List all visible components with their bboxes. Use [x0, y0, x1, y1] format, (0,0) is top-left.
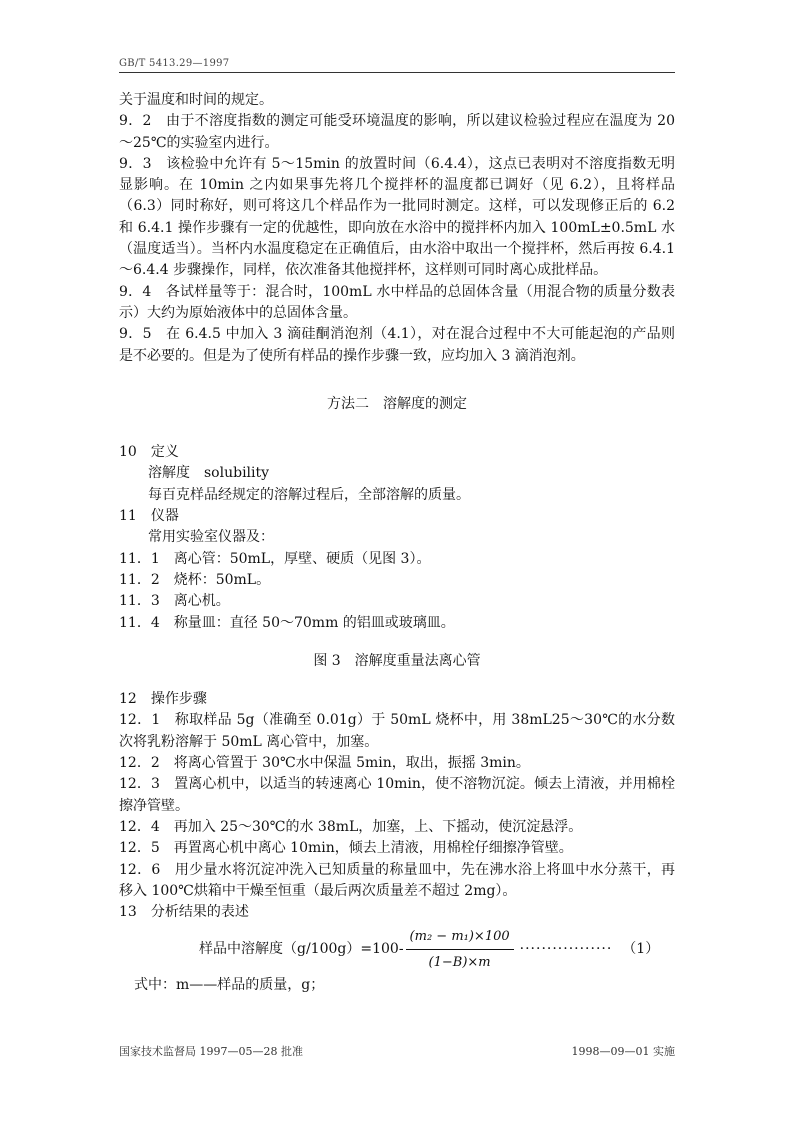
- formula-label: 样品中溶解度（g/100g）=100-: [199, 940, 404, 957]
- formula-fraction: [406, 926, 514, 974]
- paragraph-9-3: 9．3 该检验中允许有 5～15min 的放置时间（6.4.4），这点已表明对不溶度指数无明显影响。在 10min 之内如果事先将几个搅拌杯的温度都已调好（见 6.2），且将样品（6.3）同时称好，则可将这几个样品作为一批同时测定。这样，可以发现修正后的 6.2 和 6.4.1 操作步骤有一定的优越性，即向放在水浴中的搅拌杯内加入 100mL±0.5mL 水（温度适当）。当杯内水温度稳定在正确值后，由水浴中取出一个搅拌杯，然后再按 6.4.1～6.4.4 步骤操作，同样，依次准备其他搅拌杯，这样则可同时离心成批样品。: [119, 155, 675, 279]
- equation-number: （1）: [622, 940, 660, 957]
- paragraph-9-4: 9．4 各试样量等于：混合时，100mL 水中样品的总固体含量（用混合物的质量分数表示）大约为原始液体中的总固体含量。: [119, 283, 675, 321]
- document-body: [119, 90, 675, 997]
- apparatus-item: 11．3 离心机。: [119, 593, 230, 610]
- paragraph-9-5: 9．5 在 6.4.5 中加入 3 滴硅酮消泡剂（4.1），对在混合过程中不大可能起泡的产品则是不必要的。但是为了使所有样品的操作步骤一致，应均加入 3 滴消泡剂。: [119, 326, 675, 364]
- procedure-step: 12．2 将离心管置于 30℃水中保温 5min，取出，振摇 3min。: [119, 755, 530, 772]
- solubility-formula: [199, 925, 675, 973]
- header-rule: [119, 72, 675, 73]
- procedure-step: 12．6 用少量水将沉淀冲洗入已知质量的称量皿中，先在沸水浴上将皿中水分蒸干，再移入 100℃烘箱中干燥至恒重（最后两次质量差不超过 2mg）。: [119, 861, 675, 899]
- procedure-step: 12．5 再置离心机中离心 10min，倾去上清液，用棉栓仔细擦净管壁。: [119, 840, 573, 857]
- paragraph-9-2: 9．2 由于不溶度指数的测定可能受环境温度的影响，所以建议检验过程应在温度为 20～25℃的实验室内进行。: [119, 113, 675, 151]
- procedure-step: 12．4 再加入 25～30℃的水 38mL，加塞，上、下摇动，使沉淀悬浮。: [119, 818, 583, 835]
- apparatus-item: 11．2 烧杯：50mL。: [119, 571, 271, 588]
- formula-numerator: (m₂ − m₁)×100: [406, 926, 514, 950]
- section-12-heading: 12 操作步骤: [119, 691, 207, 708]
- section-10-heading: 10 定义: [119, 444, 179, 461]
- standard-number-header: GB/T 5413.29—1997: [119, 58, 230, 69]
- apparatus-intro: 常用实验室仪器及：: [148, 529, 274, 546]
- effective-date: 1998—09—01 实施: [571, 1045, 675, 1058]
- section-13-heading: 13 分析结果的表述: [119, 904, 249, 921]
- figure-caption: 图 3 溶解度重量法离心管: [313, 652, 481, 669]
- formula-denominator: (1−B)×m: [428, 954, 491, 970]
- issued-date: 国家技术监督局 1997—05—28 批准: [119, 1045, 303, 1058]
- procedure-step: 12．3 置离心机中，以适当的转速离心 10min，使不溶物沉淀。倾去上清液，并用棉栓擦净管壁。: [119, 776, 675, 814]
- formula-where: 式中：m——样品的质量，g；: [134, 977, 325, 994]
- paragraph: 关于温度和时间的规定。: [119, 92, 273, 108]
- method-title: 方法二 溶解度的测定: [327, 395, 467, 412]
- procedure-step: 12．1 称取样品 5g（准确至 0.01g）于 50mL 烧杯中，用 38mL25～30℃的水分数次将乳粉溶解于 50mL 离心管中，加塞。: [119, 712, 675, 750]
- section-11-heading: 11 仪器: [119, 508, 179, 525]
- term-solubility: 溶解度 solubility: [148, 465, 270, 482]
- apparatus-item: 11．1 离心管：50mL，厚壁、硬质（见图 3）。: [119, 550, 431, 567]
- formula-leader-dots: ·················: [519, 940, 613, 957]
- apparatus-item: 11．4 称量皿：直径 50～70mm 的铝皿或玻璃皿。: [119, 614, 455, 631]
- page-footer: [119, 1043, 675, 1059]
- term-definition: 每百克样品经规定的溶解过程后，全部溶解的质量。: [148, 486, 470, 503]
